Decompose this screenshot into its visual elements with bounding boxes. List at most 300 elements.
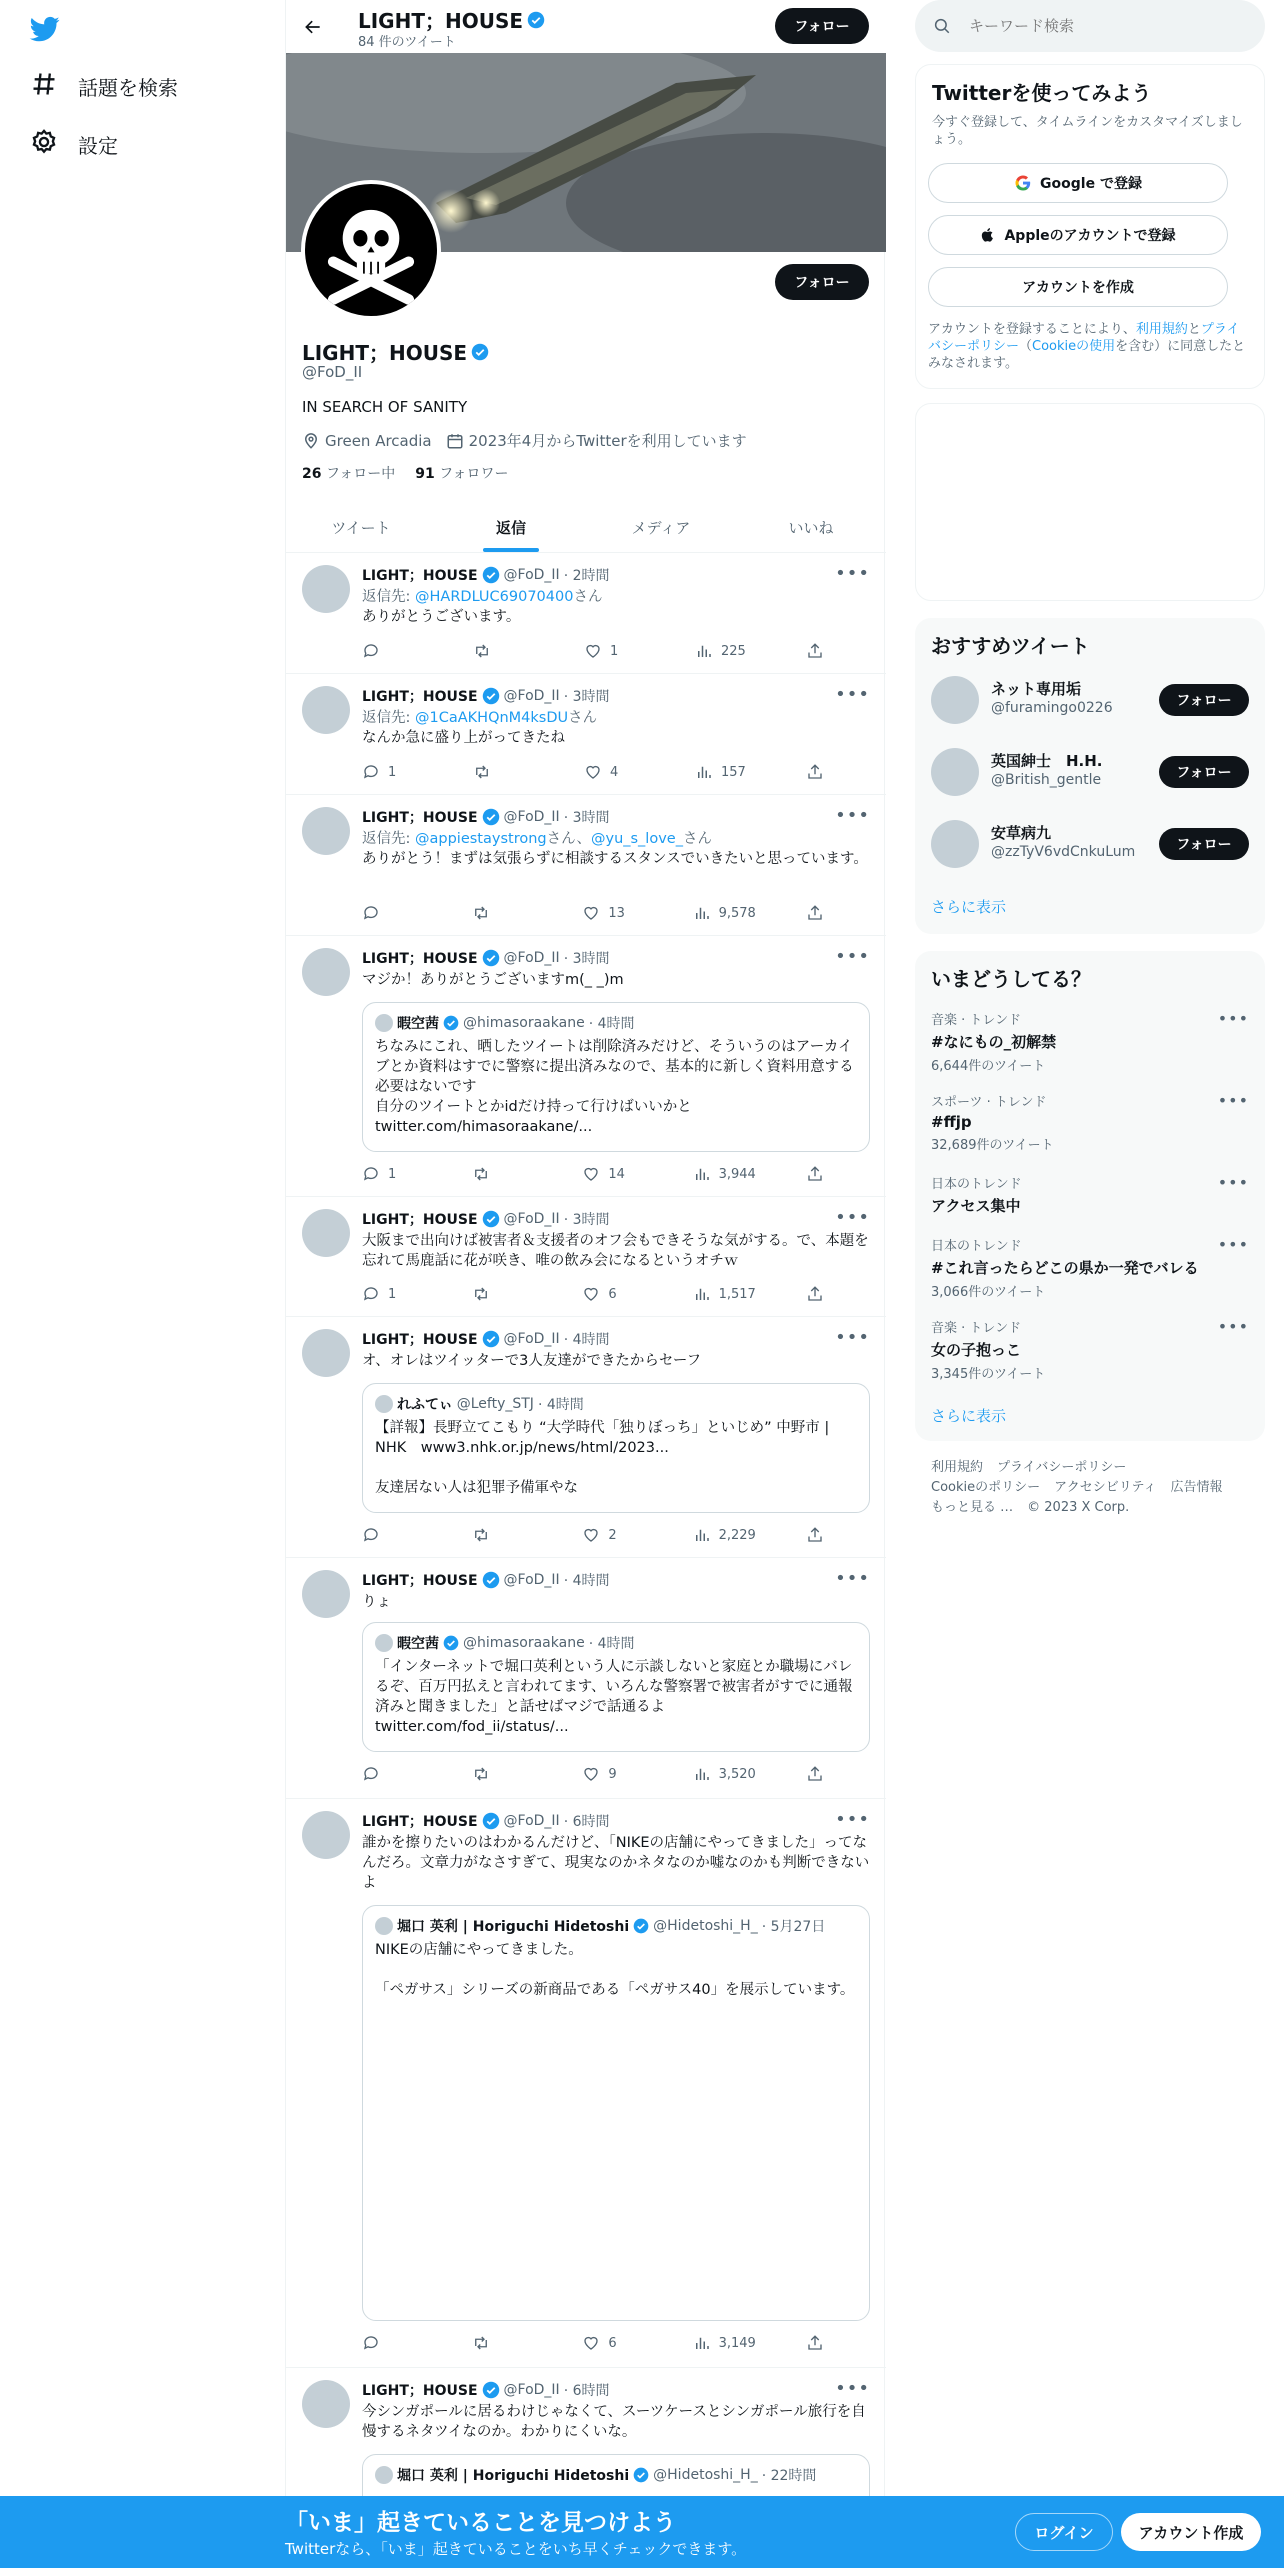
tweet[interactable] [286,674,886,795]
like-count: 6 [608,2335,617,2351]
terms-link[interactable]: 利用規約 [1135,322,1188,337]
verified-badge-icon [482,2381,500,2399]
tweet-actions [362,641,826,661]
tweet-body [362,829,870,869]
tweet-text: ありがとう！まずは気張らずに相談するスタンスでいきたいと思っています。 [362,851,868,867]
more-options-icon[interactable]: ••• [835,805,870,826]
retweet-icon [472,1526,490,1544]
avatar[interactable] [931,748,979,796]
like-button[interactable] [584,642,644,660]
retweet-icon [472,904,490,922]
quote-text: NIKEの店舗にやってきました。 「ペガサス」シリーズの新商品である「ペガサス40」を展示しています。 [375,1942,855,1998]
tab-likes[interactable]: いいね [788,519,834,537]
like-count: 9 [608,1766,617,1782]
share-button[interactable] [806,2334,826,2352]
profile-meta [302,430,747,451]
trends-show-more[interactable]: さらに表示 [931,1407,1007,1425]
followers-link[interactable] [415,463,508,483]
avatar [375,1395,393,1413]
tweet[interactable] [286,795,886,936]
share-icon [806,642,824,660]
quote-header [375,1013,635,1033]
header-tweet-count: 84 件のツイート [358,35,456,50]
like-button[interactable] [584,763,644,781]
profile-name-text: LIGHT；HOUSE [302,341,468,365]
footer-link[interactable]: プライバシーポリシー [997,1460,1127,1475]
quote-author-name: 堀口 英利 | Horiguchi Hidetoshi [397,1919,630,1935]
tab-replies[interactable]: 返信 [436,503,586,552]
verified-badge-icon [482,1210,500,1228]
share-button[interactable] [806,1165,826,1183]
avatar[interactable] [302,1811,350,1859]
legal-text: を含む）に同意したとみなされます。 [928,339,1246,371]
reply-count: 1 [388,1166,397,1182]
signup-title: Twitterを使ってみよう [932,81,1152,105]
avatar[interactable] [302,565,350,613]
like-count: 14 [608,1166,625,1182]
recommended-user[interactable] [931,814,1249,874]
quote-author-handle: @himasoraakane [463,1635,585,1651]
tweet-actions [362,1164,826,1184]
hashtag-icon [30,70,58,103]
tweet-text: 今シンガポールに居るわけじゃなくて、スーツケースとシンガポール旅行を自慢するネタツイなのか。わかりにくいな。 [362,2404,866,2440]
views-button[interactable] [693,1165,756,1183]
verified-badge-icon [633,2467,649,2483]
tweet-text: マジか！ありがとうございますm(_ _)m [362,972,624,988]
tweet-time[interactable]: · 6時間 [563,2383,610,2399]
avatar[interactable] [302,948,350,996]
nav-settings-label: 設定 [78,134,118,158]
share-button[interactable] [806,1285,826,1303]
more-options-icon[interactable]: ••• [835,946,870,967]
tweet-header [362,1811,610,1831]
share-button[interactable] [806,904,826,922]
tweet-time[interactable]: · 4時間 [563,1573,610,1589]
tweet[interactable] [286,1317,886,1558]
reply-button[interactable] [362,2334,422,2352]
trend-category: 音楽 · トレンド [931,1013,1022,1028]
views-chart-icon [695,642,713,660]
apple-signup-label: Appleのアカウントで登録 [1004,228,1176,244]
tweet-time[interactable]: · 2時間 [563,568,610,584]
create-account-button[interactable]: アカウントを作成 [928,267,1228,307]
reply-prefix: 返信先: [362,710,415,726]
trend-category: スポーツ · トレンド [931,1095,1047,1110]
retweet-button[interactable] [472,1526,532,1544]
verified-badge-icon [482,1571,500,1589]
trend-item[interactable] [931,1009,1249,1074]
following-link[interactable] [302,463,395,483]
reply-count: 1 [388,1286,397,1302]
more-options-icon[interactable]: ••• [1217,1317,1249,1336]
tweet-header [362,1209,610,1229]
tweet-author-handle: @FoD_II [503,950,560,966]
apple-signup-button[interactable] [928,215,1228,255]
trend-category: 日本のトレンド [931,1177,1022,1192]
tweet[interactable] [286,553,886,674]
retweet-icon [472,1765,490,1783]
privacy-link[interactable]: プライバシーポリシー [928,322,1240,354]
like-button[interactable] [582,1765,642,1783]
quote-header [375,1633,635,1653]
quote-author-name: 堀口 英利 | Horiguchi Hidetoshi [397,2468,630,2484]
reply-button[interactable] [362,1285,422,1303]
signup-subtitle: 今すぐ登録して、タイムラインをカスタマイズしましょう。 [932,115,1243,147]
quote-header [375,2465,816,2485]
more-options-icon[interactable]: ••• [835,1327,870,1348]
tweet-author-name[interactable]: LIGHT；HOUSE [362,1573,478,1589]
profile-name [302,337,489,366]
retweet-icon [472,2334,490,2352]
verified-badge-icon [471,343,489,361]
avatar[interactable] [302,807,350,855]
avatar [375,1917,393,1935]
location-pin-icon [302,432,320,450]
reply-separator: さん、 [546,831,591,847]
quoted-tweet[interactable] [362,1383,870,1513]
share-button[interactable] [806,1765,826,1783]
more-options-icon[interactable]: ••• [835,2378,870,2399]
quote-author-name: れふてぃ [397,1397,453,1413]
recommended-user[interactable] [931,670,1249,730]
share-button[interactable] [806,763,826,781]
retweet-button[interactable] [473,763,533,781]
tweet-author-handle: @FoD_II [503,688,560,704]
reply-button[interactable] [362,904,422,922]
tweet-actions [362,903,826,923]
login-button[interactable]: ログイン [1015,2513,1113,2551]
tweet-author-name[interactable]: LIGHT；HOUSE [362,951,478,967]
twitter-logo-icon[interactable] [28,14,62,44]
retweet-button[interactable] [473,642,533,660]
search-input[interactable] [969,17,1229,35]
calendar-icon [446,432,464,450]
profile-avatar[interactable] [301,180,441,320]
footer-link[interactable]: Cookieのポリシー [931,1480,1041,1495]
quote-author-handle: @Lefty_STJ [456,1396,534,1412]
back-arrow-icon[interactable] [298,12,328,42]
tweet[interactable] [286,1197,886,1317]
like-count: 4 [610,764,619,780]
more-options-icon[interactable]: ••• [835,684,870,705]
tweet-header [362,1570,610,1590]
views-chart-icon [693,1526,711,1544]
verified-badge-icon [482,687,500,705]
tweet-author-name[interactable]: LIGHT；HOUSE [362,810,478,826]
footer-link[interactable]: 利用規約 [931,1460,984,1475]
retweet-button[interactable] [472,1285,532,1303]
tweet-body [362,587,870,627]
reply-button[interactable] [362,1165,422,1183]
tweet-author-name[interactable]: LIGHT；HOUSE [362,1332,478,1348]
trends-card [915,951,1265,1441]
following-count: 26 [302,466,322,482]
tweet-time[interactable]: · 3時間 [563,689,610,705]
recommended-user-handle: @zzTyV6vdCnkuLum [991,844,1136,860]
share-icon [806,1765,824,1783]
reply-mention[interactable]: @yu_s_love_ [590,831,683,847]
signup-button[interactable]: アカウント作成 [1121,2513,1261,2551]
retweet-icon [472,1165,490,1183]
verified-badge-icon [482,808,500,826]
header-follow-button[interactable]: フォロー [775,8,869,44]
footer-link[interactable]: アクセシビリティ [1054,1480,1157,1495]
reply-mention[interactable]: @1CaAKHQnM4ksDU [415,710,569,726]
view-count: 3,149 [718,2335,756,2351]
view-count: 3,944 [718,1166,756,1182]
like-button[interactable] [582,904,642,922]
tweet-author-name[interactable]: LIGHT；HOUSE [362,1212,478,1228]
trend-name: #なにもの_初解禁 [931,1033,1057,1051]
recommended-user-name: ネット専用垢 [991,680,1082,698]
profile-header-bar [286,0,886,53]
profile-follow-stats [302,463,509,483]
trend-name: #ffjp [931,1113,972,1131]
nav-explore-label: 話題を検索 [78,76,178,100]
retweet-button[interactable] [472,2334,532,2352]
retweet-button[interactable] [472,904,532,922]
recommended-user[interactable] [931,742,1249,802]
apple-icon [980,227,996,243]
share-icon [806,1285,824,1303]
share-button[interactable] [806,1526,826,1544]
tweet-time[interactable]: · 4時間 [563,1332,610,1348]
tweet-author-handle: @FoD_II [503,1331,560,1347]
heart-icon [584,763,602,781]
heart-icon [582,1165,600,1183]
verified-badge-icon [443,1635,459,1651]
views-chart-icon [695,763,713,781]
reply-button[interactable] [362,1526,422,1544]
tweet[interactable] [286,936,886,1197]
quote-author-name: 暇空茜 [397,1016,439,1032]
avatar[interactable] [302,1209,350,1257]
share-button[interactable] [806,642,826,660]
views-button[interactable] [693,1765,756,1783]
reply-icon [362,1526,380,1544]
avatar[interactable] [931,676,979,724]
tweet-author-handle: @FoD_II [503,1813,560,1829]
tweet-text: りょ [362,1594,391,1610]
trend-item[interactable] [931,1173,1249,1216]
tweet-author-handle: @FoD_II [503,1211,560,1227]
trend-name: アクセス集中 [931,1197,1021,1215]
verified-badge-icon [443,1015,459,1031]
reply-icon [362,904,380,922]
tweet-actions [362,1525,826,1545]
signup-banner [0,2496,1284,2568]
tweet-actions [362,1764,826,1784]
tweet[interactable] [286,1558,886,1799]
cookie-link[interactable]: Cookieの使用 [1032,339,1116,354]
tweet-header [362,2380,610,2400]
trend-item[interactable] [931,1091,1249,1153]
reply-icon [362,1285,380,1303]
retweet-button[interactable] [472,1165,532,1183]
copyright: © 2023 X Corp. [1027,1500,1130,1515]
reply-count: 1 [388,764,397,780]
view-count: 9,578 [718,905,756,921]
followers-label: フォロワー [439,466,509,482]
follow-button[interactable]: フォロー [1159,756,1249,788]
reply-icon [362,2334,380,2352]
profile-location: Green Arcadia [325,431,432,450]
tab-media[interactable]: メディア [631,519,691,537]
heart-icon [582,1526,600,1544]
more-options-icon[interactable]: ••• [835,1207,870,1228]
trend-count: 32,689件のツイート [931,1138,1054,1153]
trend-item[interactable] [931,1235,1249,1300]
avatar[interactable] [302,686,350,734]
verified-badge-icon [527,11,545,29]
reply-button[interactable] [362,642,422,660]
more-options-icon[interactable]: ••• [835,1809,870,1830]
share-icon [806,2334,824,2352]
legal-text: アカウントを登録することにより、 [928,322,1136,337]
google-signup-label: Google で登録 [1040,176,1142,192]
reply-icon [362,1765,380,1783]
tweet-author-handle: @FoD_II [503,2382,560,2398]
tweet-header [362,565,610,585]
more-options-icon[interactable]: ••• [1217,1235,1249,1254]
reply-suffix: さん [568,710,598,726]
avatar[interactable] [302,2380,350,2428]
trend-count: 6,644件のツイート [931,1059,1046,1074]
reply-mention[interactable]: @HARDLUC69070400 [415,589,574,605]
trend-item[interactable] [931,1317,1249,1382]
views-button[interactable] [693,1285,756,1303]
quote-header [375,1394,584,1414]
follow-button[interactable]: フォロー [1159,828,1249,860]
quote-time: · 4時間 [588,1636,635,1652]
signup-card [915,64,1265,389]
recommended-user-handle: @furamingo0226 [991,700,1113,716]
quote-time: · 22時間 [761,2468,817,2484]
views-button[interactable] [693,904,756,922]
like-button[interactable] [582,1285,642,1303]
profile-joined: 2023年4月からTwitterを利用しています [468,432,747,450]
heart-icon [582,1285,600,1303]
more-options-icon[interactable]: ••• [1217,1091,1249,1110]
signup-legal [928,321,1248,372]
reply-mention[interactable]: @appiestaystrong [415,831,547,847]
more-options-icon[interactable]: ••• [1217,1173,1249,1192]
quoted-tweet[interactable] [362,1622,870,1752]
more-options-icon[interactable]: ••• [835,1568,870,1589]
view-count: 157 [721,764,746,780]
more-options-icon[interactable]: ••• [1217,1009,1249,1028]
views-button[interactable] [695,642,755,660]
tweet-author-handle: @FoD_II [503,809,560,825]
views-chart-icon [693,904,711,922]
avatar[interactable] [931,820,979,868]
reply-to [362,708,870,728]
follow-button[interactable]: フォロー [1159,684,1249,716]
views-button[interactable] [695,763,755,781]
footer-link[interactable]: 広告情報 [1170,1480,1223,1495]
profile-column [285,0,885,2568]
reply-icon [362,763,380,781]
more-options-icon[interactable]: ••• [835,563,870,584]
recommended-user-handle: @British_gentle [991,772,1102,788]
footer-link[interactable]: もっと見る … [931,1500,1014,1515]
profile-handle: @FoD_II [302,363,363,381]
nav-settings[interactable] [30,128,118,161]
reply-button[interactable] [362,1765,422,1783]
tweet-author-name[interactable]: LIGHT；HOUSE [362,2383,478,2399]
quoted-tweet[interactable] [362,1002,870,1152]
tweet-time[interactable]: · 6時間 [563,1814,610,1830]
profile-bio: IN SEARCH OF SANITY [302,398,468,416]
tweet-time[interactable]: · 3時間 [563,1212,610,1228]
reply-button[interactable] [362,763,422,781]
quote-time: · 5月27日 [761,1919,826,1935]
quote-text: 【詳報】長野立てこもり “大学時代「独りぼっち」といじめ” 中野市 | NHK www3.nhk.or.jp/news/html/2023... 友達居ない人は犯罪予備軍やな [375,1420,830,1496]
share-icon [806,1165,824,1183]
retweet-button[interactable] [472,1765,532,1783]
tweet-time[interactable]: · 3時間 [563,951,610,967]
trends-title: いまどうしてる？ [931,967,1091,991]
tweet-text: なんか急に盛り上がってきたね [362,730,565,746]
banner-subtitle: Twitterなら、「いま」起きていることをいち早くチェックできます。 [285,2540,747,2558]
tweet-actions [362,1284,826,1304]
avatar[interactable] [302,1570,350,1618]
gear-icon [30,128,58,161]
tweet-author-name[interactable]: LIGHT；HOUSE [362,689,478,705]
trend-count: 3,066件のツイート [931,1285,1046,1300]
quote-text: 「インターネットで堀口英利という人に示談しないと家庭とか職場にバレるぞ、百万円払えと言われてます、いろんな警察署で被害者がすでに通報済みと聞きました」と話せばマジで話通るよ twitter.com/fod_ii/status/... [375,1659,853,1735]
reply-icon [362,642,380,660]
tab-tweets[interactable]: ツイート [331,519,391,537]
following-label: フォロー中 [325,466,396,482]
tweet-author-name[interactable]: LIGHT；HOUSE [362,568,478,584]
verified-badge-icon [633,1918,649,1934]
tweet-header [362,948,610,968]
legal-text: と [1187,322,1201,337]
avatar [375,1014,393,1032]
avatar[interactable] [302,1329,350,1377]
avatar [375,1634,393,1652]
reply-to [362,829,870,849]
heart-icon [582,2334,600,2352]
quoted-tweet[interactable] [362,1905,870,2321]
heart-icon [584,642,602,660]
tweet-time[interactable]: · 3時間 [563,810,610,826]
header-title-text: LIGHT；HOUSE [358,9,524,33]
google-signup-button[interactable] [928,163,1228,203]
tweet-author-name[interactable]: LIGHT；HOUSE [362,1814,478,1830]
profile-follow-button[interactable]: フォロー [775,264,869,300]
like-button[interactable] [582,1165,642,1183]
like-button[interactable] [582,1526,642,1544]
tweet-text: 誰かを擦りたいのはわかるんだけど、「NIKEの店舗にやってきました」ってなんだろ。文章力がなさすぎて、現実なのかネタなのか嘘なのかも判断できないよ [362,1835,870,1891]
search-box[interactable] [915,0,1265,52]
nav-explore[interactable] [30,70,178,103]
quote-author-handle: @Hidetoshi_H_ [653,1918,758,1934]
reply-icon [362,1165,380,1183]
like-count: 6 [608,1286,617,1302]
views-button[interactable] [693,1526,756,1544]
like-button[interactable] [582,2334,642,2352]
tweet-author-handle: @FoD_II [503,567,560,583]
views-button[interactable] [693,2334,756,2352]
recommended-show-more[interactable]: さらに表示 [931,898,1007,916]
trend-name: #これ言ったらどこの県か一発でバレる [931,1259,1199,1277]
views-chart-icon [693,2334,711,2352]
tweet[interactable] [286,1799,886,2368]
verified-badge-icon [482,949,500,967]
retweet-icon [473,763,491,781]
